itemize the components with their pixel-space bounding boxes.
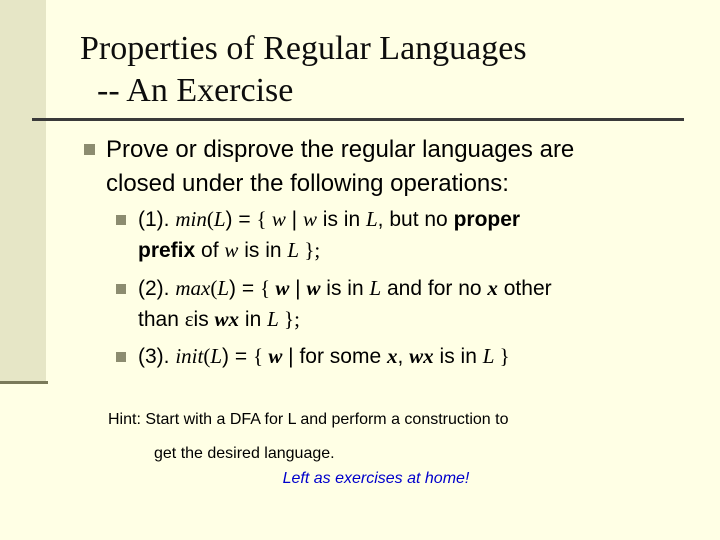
- var-wx: wx: [409, 344, 434, 368]
- operation-item-min: [138, 204, 698, 266]
- paren: (: [206, 207, 214, 231]
- equals: ) =: [225, 208, 257, 231]
- item-number: (3).: [138, 345, 176, 368]
- square-bullet-icon: [116, 352, 126, 362]
- text: of: [195, 239, 225, 262]
- var-x: x: [387, 344, 398, 368]
- item-number: (2).: [138, 277, 176, 300]
- var-L: L: [369, 276, 382, 300]
- set-open: {: [259, 276, 276, 300]
- square-bullet-icon: [84, 144, 95, 155]
- var-w: w: [224, 238, 239, 262]
- main-bullet-text: [106, 133, 696, 201]
- hint-line-2: get the desired language.: [154, 445, 335, 462]
- var-x: x: [487, 276, 498, 300]
- paren: (: [203, 344, 211, 368]
- text: is in: [316, 208, 366, 231]
- main-bullet-line-1: Prove or disprove the regular languages are: [106, 136, 575, 163]
- text: is in: [320, 277, 370, 300]
- var-L: L: [365, 207, 378, 231]
- var-w: w: [306, 276, 321, 300]
- main-bullet-line-2: closed under the following operations:: [106, 170, 509, 197]
- equals: ) =: [222, 345, 253, 368]
- bar: |: [289, 277, 307, 300]
- operation-item-init: [138, 341, 698, 372]
- var-w: w: [275, 276, 290, 300]
- bar: |: [285, 208, 303, 231]
- title-line-1: Properties of Regular Languages: [80, 30, 527, 67]
- var-wx: wx: [214, 307, 240, 331]
- text: is in: [433, 345, 483, 368]
- var-L: L: [217, 276, 230, 300]
- epsilon-symbol: ε: [184, 307, 194, 331]
- set-open: {: [256, 207, 272, 231]
- var-L: L: [213, 207, 226, 231]
- text: is in: [238, 239, 288, 262]
- keyword-proper: proper: [453, 208, 521, 231]
- var-L: L: [482, 344, 495, 368]
- var-w: w: [302, 207, 317, 231]
- equals: ) =: [229, 277, 260, 300]
- hint-text: [108, 403, 628, 471]
- set-open: {: [252, 344, 269, 368]
- text: is: [193, 308, 215, 331]
- var-L: L: [267, 307, 279, 331]
- title-underline: [32, 118, 684, 121]
- var-w: w: [268, 344, 283, 368]
- keyword-prefix: prefix: [138, 239, 196, 262]
- function-name: min: [175, 207, 207, 231]
- left-decorative-rule: [0, 381, 48, 384]
- text: other: [497, 277, 552, 300]
- operation-item-max: [138, 273, 698, 335]
- square-bullet-icon: [116, 215, 126, 225]
- set-close: };: [278, 307, 300, 331]
- var-w: w: [271, 207, 286, 231]
- text: than: [138, 308, 185, 331]
- square-bullet-icon: [116, 284, 126, 294]
- var-L: L: [287, 238, 300, 262]
- paren: (: [210, 276, 218, 300]
- text: in: [239, 308, 268, 331]
- function-name: init: [175, 344, 204, 368]
- text: | for some: [282, 345, 387, 368]
- set-close: }: [494, 344, 510, 368]
- text: and for no: [381, 277, 488, 300]
- var-L: L: [210, 344, 223, 368]
- hint-line-1: Hint: Start with a DFA for L and perform a construction to: [108, 411, 509, 428]
- exercise-note: Left as exercises at home!: [282, 470, 470, 487]
- text: ,: [397, 345, 410, 368]
- item-number: (1).: [138, 208, 176, 231]
- left-decorative-band: [0, 0, 46, 383]
- text: , but no: [377, 208, 454, 231]
- title-line-2: -- An Exercise: [80, 72, 294, 109]
- set-close: };: [299, 238, 321, 262]
- slide-title: [80, 28, 527, 112]
- function-name: max: [175, 276, 211, 300]
